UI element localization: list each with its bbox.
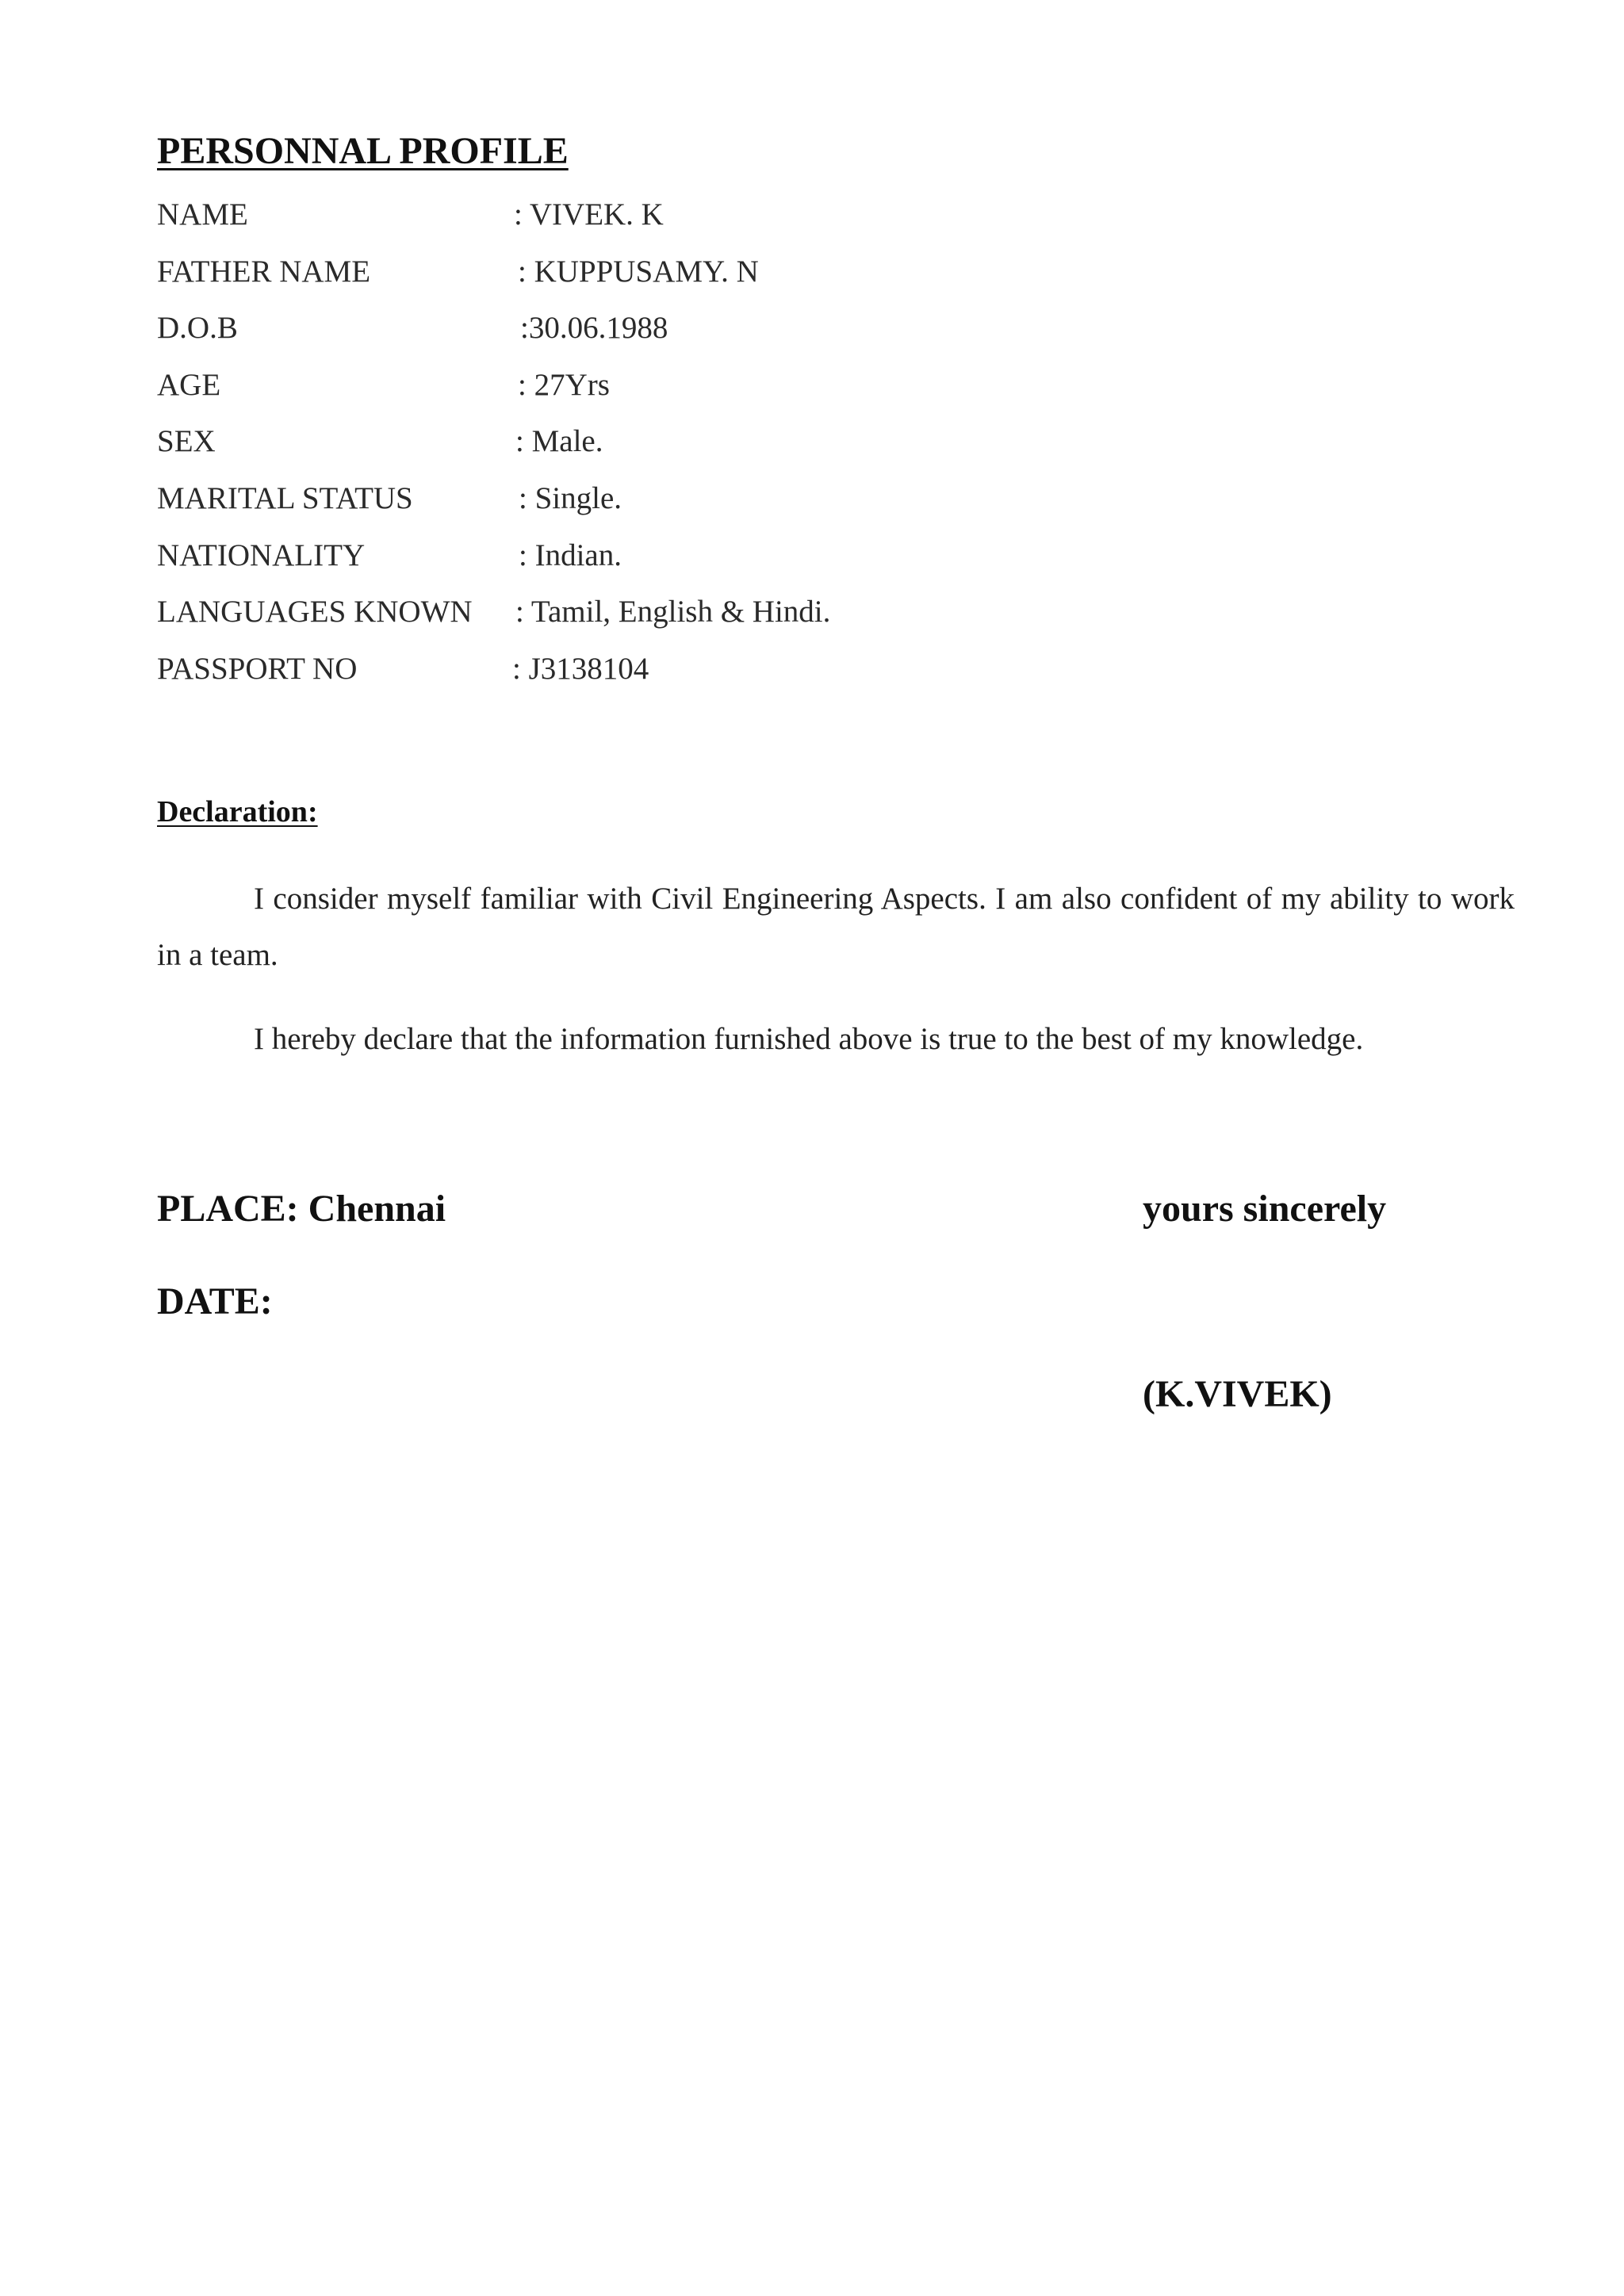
date-line: DATE:	[157, 1280, 273, 1322]
place-line: PLACE: Chennai	[157, 1188, 446, 1230]
declaration-paragraph: I hereby declare that the information furnished above is true to the best of my knowledge.	[254, 1022, 1364, 1056]
profile-value: : Tamil, English & Hindi.	[515, 595, 831, 629]
profile-label: LANGUAGES KNOWN	[157, 595, 473, 629]
profile-label: NATIONALITY	[157, 538, 366, 572]
profile-label: PASSPORT NO	[157, 651, 358, 686]
profile-label: SEX	[157, 424, 216, 459]
profile-label: AGE	[157, 367, 221, 402]
profile-label: NAME	[157, 197, 248, 232]
profile-row-nationality	[157, 538, 1029, 595]
profile-label: D.O.B	[157, 311, 238, 346]
profile-label: MARITAL STATUS	[157, 480, 413, 515]
profile-value: : VIVEK. K	[514, 197, 664, 232]
profile-value: : 27Yrs	[518, 367, 610, 402]
declaration-paragraph: I consider myself familiar with Civil Engineering Aspects. I am also confident of my ability to work in a team.	[157, 882, 1515, 972]
closing-line: yours sincerely	[1143, 1188, 1387, 1230]
profile-value: : Single.	[519, 480, 622, 515]
profile-row-father-name	[157, 254, 1029, 311]
declaration-heading: Declaration:	[157, 795, 318, 828]
profile-value: : Male.	[515, 424, 603, 459]
profile-value: : J3138104	[512, 651, 649, 686]
profile-row-name	[157, 197, 1029, 254]
profile-row-languages-known	[157, 594, 1029, 651]
profile-row-sex	[157, 423, 1029, 480]
page-title: PERSONNAL PROFILE	[157, 130, 569, 172]
profile-label: FATHER NAME	[157, 254, 371, 289]
profile-row-age	[157, 367, 1029, 424]
profile-row-marital-status	[157, 480, 1029, 538]
profile-value: : Indian.	[519, 538, 622, 572]
profile-value: :30.06.1988	[520, 311, 668, 346]
profile-table	[157, 197, 1029, 707]
signer-name: (K.VIVEK)	[1143, 1373, 1332, 1415]
profile-value: : KUPPUSAMY. N	[518, 254, 759, 289]
profile-row-passport-no	[157, 651, 1029, 708]
profile-row-dob	[157, 310, 1029, 367]
